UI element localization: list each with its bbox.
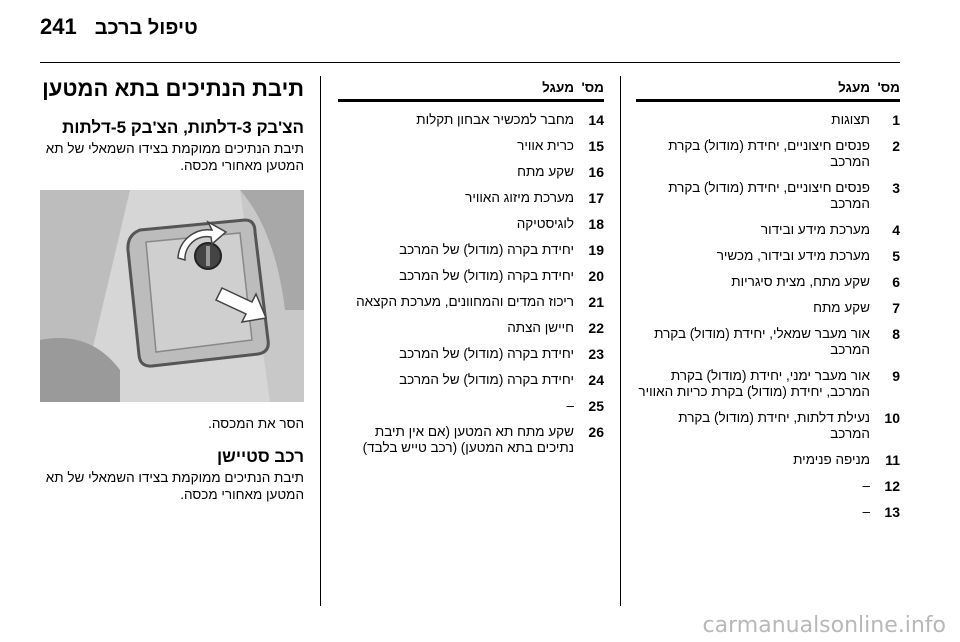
fuse-cover-illustration bbox=[40, 190, 304, 402]
fuse-circuit: יחידת בקרה (מודול) של המרכב bbox=[399, 268, 574, 283]
estate-text: תיבת הנתיכים ממוקמת בצידו השמאלי של תא המטען מאחורי מכסה. bbox=[45, 470, 304, 502]
fuse-circuit: לוגיסטיקה bbox=[516, 216, 574, 231]
fuse-circuit: ריכוז המדים והמחוונים, מערכת הקצאה bbox=[356, 294, 574, 309]
table-row bbox=[338, 190, 604, 206]
fuse-cover-photo bbox=[40, 190, 304, 402]
fuse-number: 3 bbox=[892, 180, 900, 196]
table-row bbox=[636, 180, 900, 212]
table-row bbox=[338, 268, 604, 284]
fuse-circuit: מערכת מיזוג האוויר bbox=[465, 190, 574, 205]
fuse-number: 20 bbox=[588, 268, 604, 284]
table-row bbox=[636, 452, 900, 468]
fuse-circuit: שקע מתח bbox=[517, 164, 574, 179]
fuse-circuit: פנסים חיצוניים, יחידת (מודול) בקרת המרכב bbox=[668, 180, 870, 211]
header-no: מס' bbox=[581, 80, 604, 95]
fuse-circuit: שקע מתח, מצית סיגריות bbox=[731, 274, 870, 289]
column-divider bbox=[620, 76, 621, 606]
column-divider bbox=[320, 76, 321, 606]
fuse-number: 1 bbox=[892, 112, 900, 128]
fuse-number: 12 bbox=[884, 478, 900, 494]
fuse-circuit: מערכת מידע ובידור, מכשיר bbox=[716, 248, 870, 263]
fuse-circuit: תצוגות bbox=[831, 112, 870, 127]
table-row bbox=[636, 368, 900, 400]
table-row bbox=[636, 274, 900, 290]
table-row bbox=[636, 504, 900, 520]
fuse-circuit: חיישן הצתה bbox=[507, 320, 574, 335]
estate-subtitle: רכב סטיישן bbox=[217, 447, 304, 466]
fuse-number: 22 bbox=[588, 320, 604, 336]
fuse-circuit: אור מעבר ימני, יחידת (מודול) בקרת המרכב, יחידת (מודול) בקרת כריות האוויר bbox=[638, 368, 870, 399]
fuse-circuit: כרית אוויר bbox=[517, 138, 574, 153]
fuse-number: 26 bbox=[588, 424, 604, 440]
header-no: מס' bbox=[877, 80, 900, 95]
fuse-number: 6 bbox=[892, 274, 900, 290]
fuse-circuit: – bbox=[566, 398, 574, 413]
fuse-circuit: יחידת בקרה (מודול) של המרכב bbox=[399, 346, 574, 361]
table-row bbox=[338, 398, 604, 414]
fuse-circuit: מחבר למכשיר אבחון תקלות bbox=[416, 112, 574, 127]
table-row bbox=[636, 326, 900, 358]
fuse-circuit: מניפה פנימית bbox=[793, 452, 870, 467]
fuse-circuit: שקע מתח תא המטען (אם אין תיבת נתיכים בתא המטען) (רכב טייש בלבד) bbox=[362, 424, 574, 455]
fuse-number: 24 bbox=[588, 372, 604, 388]
table-header bbox=[636, 80, 900, 102]
fuse-circuit: יחידת בקרה (מודול) של המרכב bbox=[399, 242, 574, 257]
fuse-number: 25 bbox=[588, 398, 604, 414]
table-row bbox=[338, 294, 604, 310]
table-row bbox=[338, 164, 604, 180]
fuse-number: 23 bbox=[588, 346, 604, 362]
hatchback-subtitle: הצ'בק 3-דלתות, הצ'בק 5-דלתות bbox=[62, 118, 304, 137]
table-row bbox=[338, 346, 604, 362]
fuse-circuit: – bbox=[862, 478, 870, 493]
fuse-circuit: שקע מתח bbox=[813, 300, 870, 315]
fuse-number: 8 bbox=[892, 326, 900, 342]
watermark: carmanualsonline.info bbox=[702, 613, 946, 638]
fuse-circuit: פנסים חיצוניים, יחידת (מודול) בקרת המרכב bbox=[668, 138, 870, 169]
fuse-circuit: אור מעבר שמאלי, יחידת (מודול) בקרת המרכב bbox=[654, 326, 870, 357]
table-row bbox=[636, 138, 900, 170]
fuse-circuit: – bbox=[862, 504, 870, 519]
fuse-number: 10 bbox=[884, 410, 900, 426]
header-rule bbox=[40, 62, 900, 63]
fuse-number: 19 bbox=[588, 242, 604, 258]
fuse-number: 15 bbox=[588, 138, 604, 154]
table-row bbox=[338, 138, 604, 154]
fuse-number: 2 bbox=[892, 138, 900, 154]
fuse-number: 4 bbox=[892, 222, 900, 238]
table-row bbox=[636, 222, 900, 238]
hatchback-text: תיבת הנתיכים ממוקמת בצידו השמאלי של תא המטען מאחורי מכסה. bbox=[45, 141, 304, 173]
page-number: 241 bbox=[40, 14, 77, 39]
fuse-circuit: יחידת בקרה (מודול) של המרכב bbox=[399, 372, 574, 387]
table-row bbox=[338, 372, 604, 388]
table-header bbox=[338, 80, 604, 102]
table-row bbox=[636, 112, 900, 128]
header-circuit: מעגל bbox=[838, 80, 870, 95]
header-circuit: מעגל bbox=[542, 80, 574, 95]
photo-caption: הסר את המכסה. bbox=[208, 416, 304, 431]
fuse-number: 9 bbox=[892, 368, 900, 384]
fuse-table-2 bbox=[338, 80, 604, 456]
load-compartment-panel bbox=[40, 76, 304, 503]
table-row bbox=[338, 424, 604, 456]
section-title: טיפול ברכב bbox=[94, 17, 198, 39]
table-row bbox=[636, 478, 900, 494]
fuse-number: 7 bbox=[892, 300, 900, 316]
table-row bbox=[338, 112, 604, 128]
page-header bbox=[40, 14, 198, 46]
fuse-number: 16 bbox=[588, 164, 604, 180]
fuse-circuit: מערכת מידע ובידור bbox=[760, 222, 870, 237]
panel-title: תיבת הנתיכים בתא המטען bbox=[42, 76, 304, 101]
table-row bbox=[338, 216, 604, 232]
table-row bbox=[636, 300, 900, 316]
fuse-number: 17 bbox=[588, 190, 604, 206]
fuse-number: 14 bbox=[588, 112, 604, 128]
fuse-circuit: נעילת דלתות, יחידת (מודול) בקרת המרכב bbox=[678, 410, 870, 441]
table-row bbox=[636, 248, 900, 264]
fuse-table-1 bbox=[636, 80, 900, 520]
fuse-number: 13 bbox=[884, 504, 900, 520]
table-row bbox=[636, 410, 900, 442]
fuse-number: 21 bbox=[588, 294, 604, 310]
fuse-number: 18 bbox=[588, 216, 604, 232]
fuse-number: 11 bbox=[885, 452, 900, 468]
table-row bbox=[338, 320, 604, 336]
table-row bbox=[338, 242, 604, 258]
fuse-number: 5 bbox=[892, 248, 900, 264]
